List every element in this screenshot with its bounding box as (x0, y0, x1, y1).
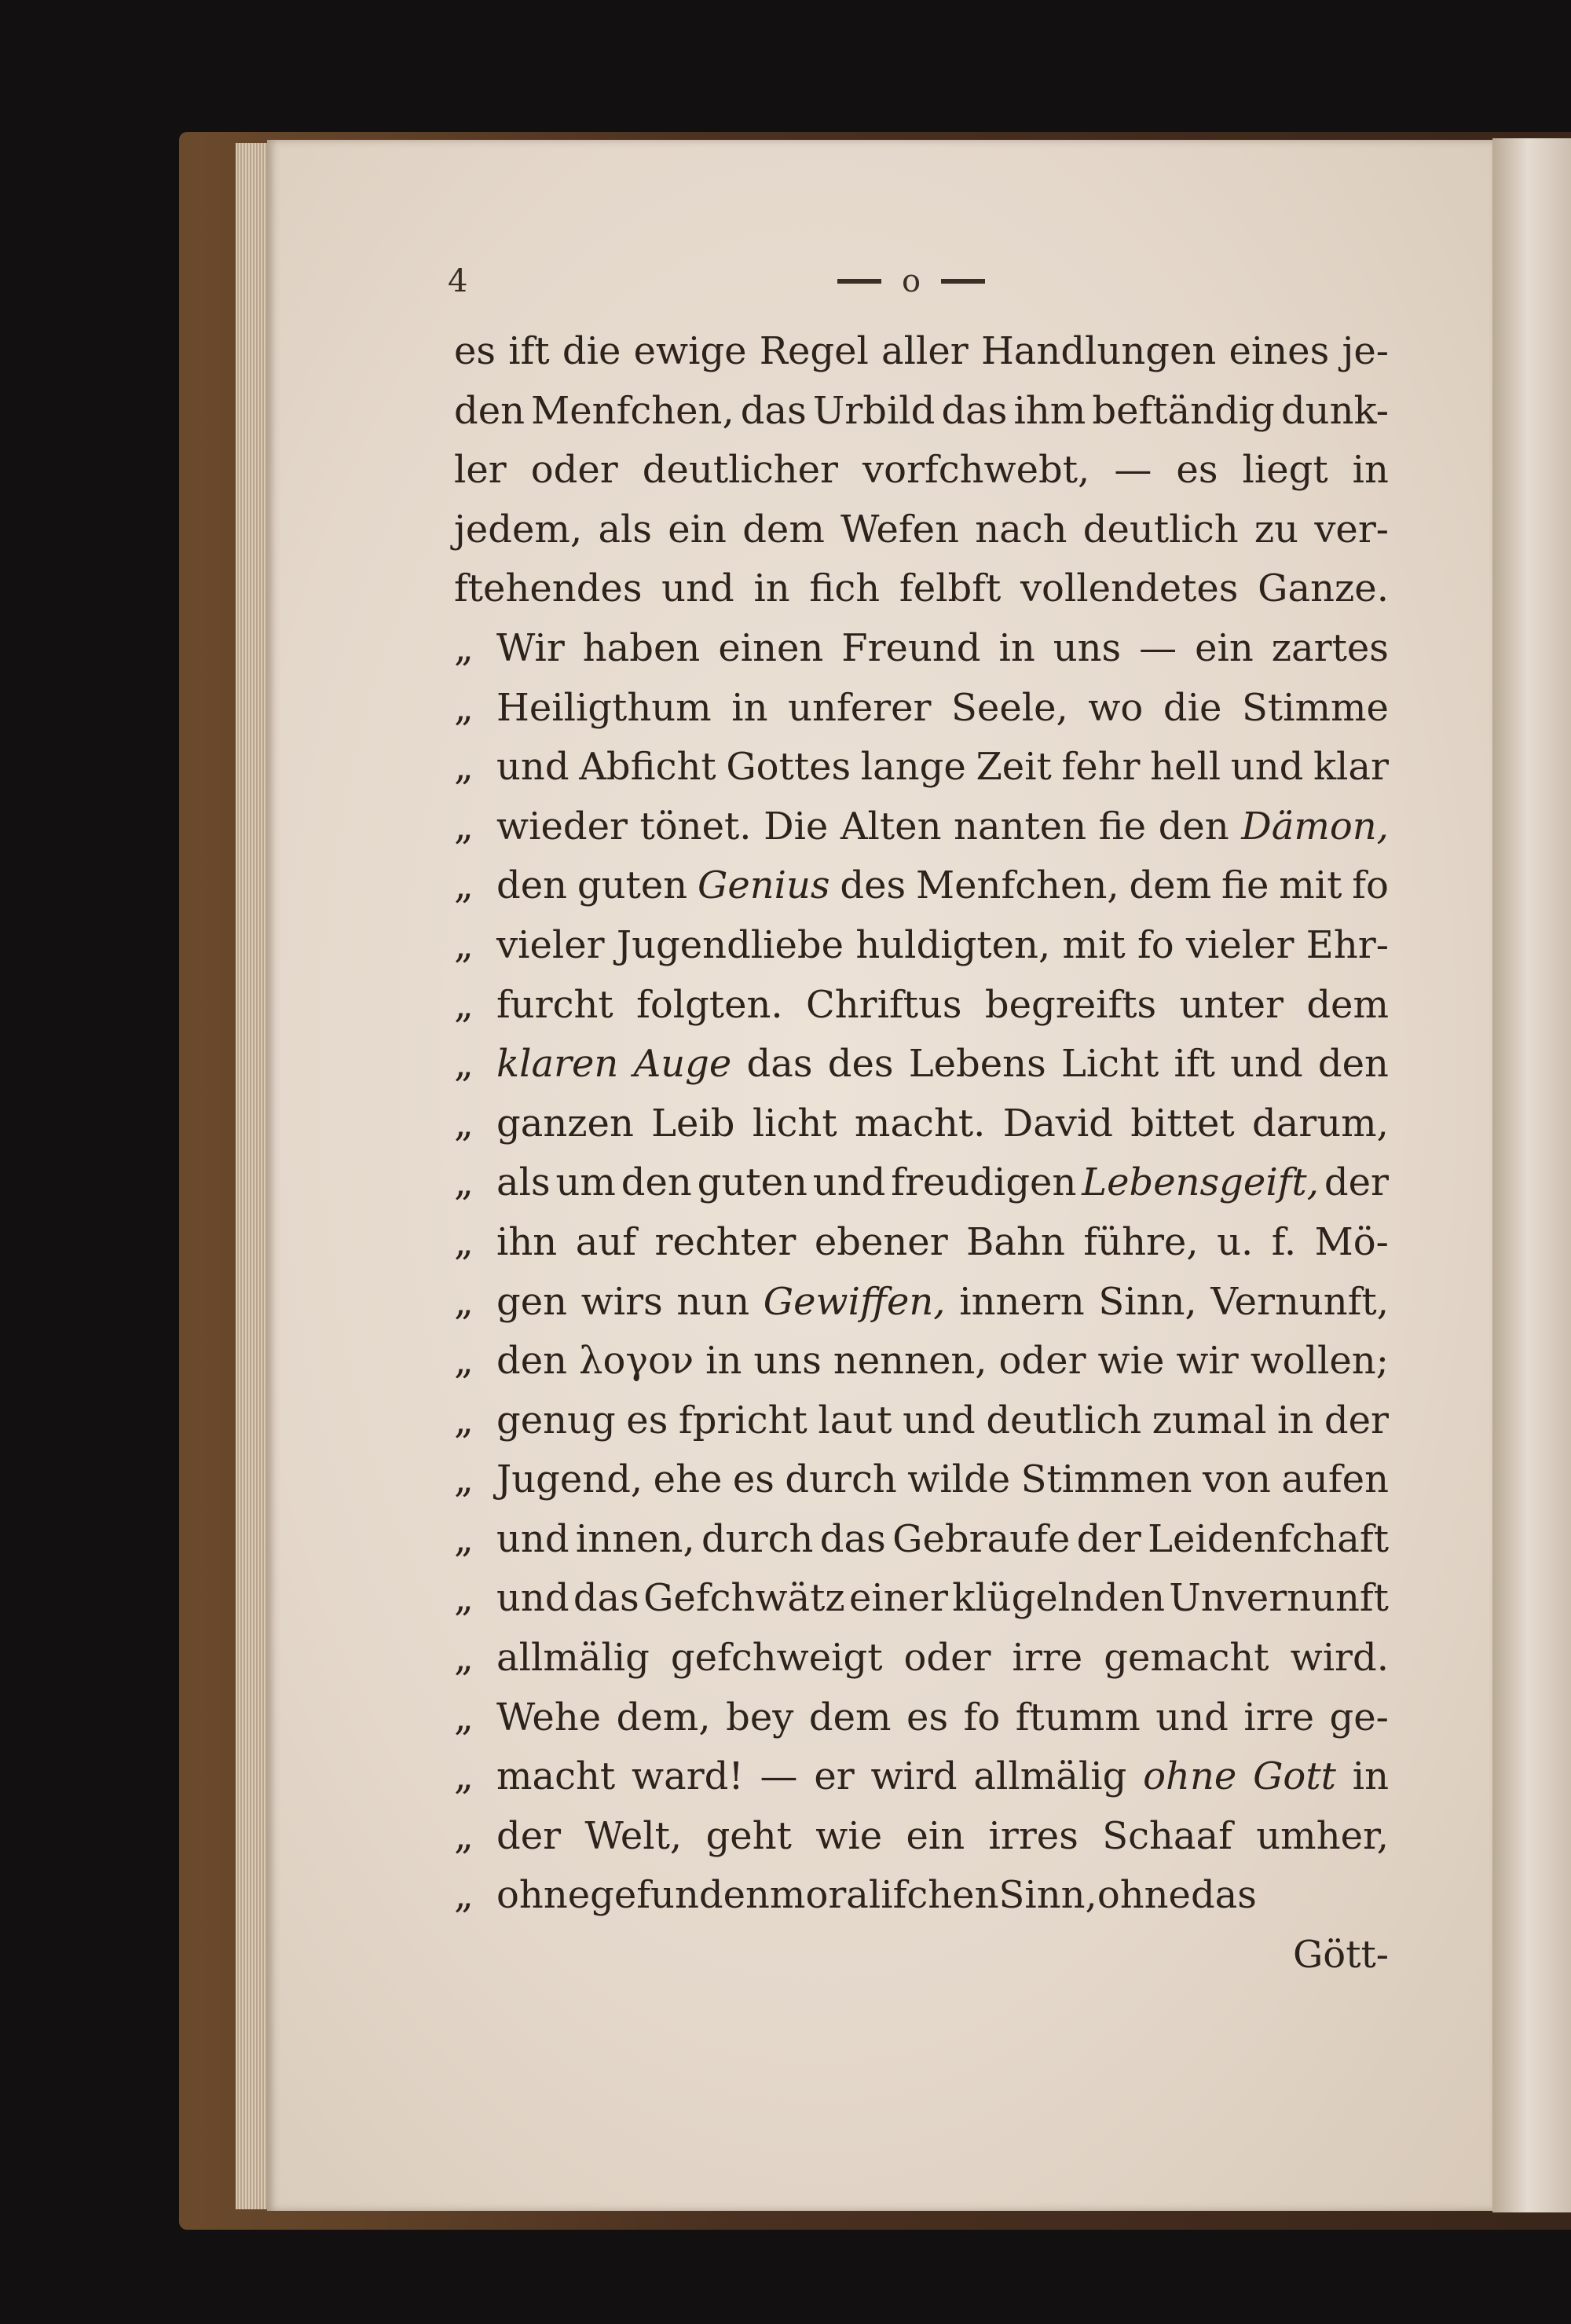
word: und (1230, 1042, 1303, 1087)
word: ihn (496, 1219, 558, 1264)
quoted-start (454, 1391, 616, 1451)
word: ebener (814, 1219, 948, 1264)
word: ohne (1097, 1873, 1191, 1918)
text-line (454, 382, 1389, 442)
word: und (1230, 745, 1304, 790)
word: ftehendes (454, 566, 643, 611)
word: wie (815, 1813, 883, 1858)
word: er (814, 1754, 855, 1799)
italic-word: Genius (697, 863, 830, 908)
word: haben (582, 625, 701, 670)
catchword-line (454, 1926, 1389, 1985)
quoted-start (454, 1510, 569, 1570)
text-line (454, 1332, 1389, 1391)
word: irre (1012, 1636, 1083, 1681)
word: der (1324, 1160, 1389, 1205)
quoted-start (454, 1273, 567, 1332)
word: felbft (899, 566, 1002, 611)
word: nanten (954, 804, 1087, 849)
word: Jugendliebe (616, 922, 844, 967)
word: Wehe (496, 1695, 602, 1739)
word: Heiligthum (496, 685, 712, 730)
page-number: 4 (448, 263, 468, 299)
word: ganzen (496, 1101, 634, 1146)
word: Ganze. (1258, 566, 1389, 611)
quoted-start (454, 1213, 557, 1273)
word: den (496, 1339, 568, 1384)
word: um (555, 1160, 616, 1205)
word: ward! (632, 1754, 744, 1799)
word: irres (988, 1813, 1078, 1858)
word: Schaaf (1102, 1813, 1232, 1858)
text-line (454, 856, 1389, 916)
word: Stimme (1242, 685, 1389, 730)
word: Leidenfchaft (1148, 1516, 1389, 1561)
word: der (496, 1813, 562, 1858)
word: Seele, (951, 685, 1068, 730)
word: einer (848, 1576, 948, 1621)
word: ehe (653, 1457, 723, 1502)
word: ein (1195, 625, 1254, 670)
quote-mark: „ (454, 1695, 474, 1739)
word: fie (1221, 863, 1269, 908)
quote-mark: „ (454, 1813, 474, 1858)
word: zumal (1152, 1398, 1267, 1442)
italic-word: Auge (633, 1042, 732, 1087)
word: vorfchwebt, (862, 448, 1090, 493)
quoted-start (454, 1688, 601, 1748)
word: vieler (496, 922, 605, 967)
text-line (454, 1510, 1389, 1570)
word: jedem, (454, 507, 583, 552)
word: wollen; (1250, 1339, 1389, 1384)
word: als (496, 1160, 551, 1205)
text-line (454, 500, 1389, 560)
word: wir (1176, 1339, 1239, 1384)
quoted-start (454, 916, 605, 976)
word: fo (1137, 922, 1174, 967)
word: laut (818, 1398, 892, 1442)
word: und (496, 745, 569, 790)
quote-mark: „ (454, 1339, 474, 1384)
word: fo (1352, 863, 1389, 908)
word: Gefchwätz (643, 1576, 845, 1621)
word: Gottes (726, 745, 851, 790)
word: genug (496, 1398, 616, 1442)
italic-word: Gewiffen, (763, 1279, 946, 1324)
text-line (454, 738, 1389, 797)
word: klar (1313, 745, 1389, 790)
word: und (496, 1576, 569, 1621)
quote-mark: „ (454, 685, 474, 730)
word: dem, (616, 1695, 711, 1739)
word: Welt, (584, 1813, 683, 1858)
word: bittet (1130, 1101, 1235, 1146)
text-line (454, 976, 1389, 1036)
word: zartes (1271, 625, 1389, 670)
quote-mark: „ (454, 1101, 474, 1146)
word: mit (1279, 863, 1342, 908)
quote-mark: „ (454, 1576, 474, 1621)
word: durch (701, 1516, 814, 1561)
word: nach (975, 507, 1067, 552)
word: des (840, 863, 906, 908)
italic-word: klaren (496, 1042, 619, 1087)
word: geht (705, 1813, 792, 1858)
quoted-start (454, 1450, 643, 1510)
quoted-start (454, 1035, 618, 1094)
quote-mark: „ (454, 1219, 474, 1264)
word: ein (668, 507, 727, 552)
quoted-start (454, 679, 712, 739)
quoted-start (454, 856, 567, 916)
text-line (454, 1035, 1389, 1094)
word: wird. (1290, 1636, 1389, 1681)
word: der (1324, 1398, 1389, 1442)
quote-mark: „ (454, 1636, 474, 1681)
word: lange (860, 745, 966, 790)
quote-mark: „ (454, 982, 474, 1027)
word: oder (998, 1339, 1086, 1384)
word: Ehr- (1306, 922, 1389, 967)
word: Alten (840, 804, 942, 849)
word: tönet. (639, 804, 752, 849)
word: ohne (496, 1873, 591, 1918)
word: deutlicher (642, 448, 838, 493)
word: in (731, 685, 768, 730)
word: es (1176, 448, 1218, 493)
word: fo (963, 1695, 1001, 1739)
quote-mark: „ (454, 1873, 474, 1918)
text-line (454, 1153, 1389, 1213)
word: je- (1342, 329, 1389, 373)
word: Handlungen (980, 329, 1217, 373)
facing-page-edge (1492, 138, 1571, 2212)
word: oder (903, 1636, 991, 1681)
word: gemacht (1104, 1636, 1269, 1681)
word: in (705, 1339, 742, 1384)
word: es (906, 1695, 949, 1739)
italic-word: Lebensgeift, (1082, 1160, 1319, 1205)
word: ewige (633, 329, 747, 373)
word: den (1317, 1042, 1389, 1087)
quoted-start (454, 1866, 590, 1926)
text-line (454, 322, 1389, 382)
word: begreifts (984, 982, 1157, 1027)
word: die (1163, 685, 1222, 730)
word: innern (959, 1279, 1085, 1324)
word: als (598, 507, 653, 552)
word: beftändig (1092, 388, 1275, 433)
word: und (496, 1516, 569, 1561)
word: ver- (1314, 507, 1389, 552)
quote-mark: „ (454, 863, 474, 908)
catchword: Gött- (1292, 1933, 1389, 1978)
word: und (661, 566, 734, 611)
word: des (827, 1042, 894, 1087)
quote-mark: „ (454, 804, 474, 849)
word: aufen (1281, 1457, 1389, 1502)
word: umher, (1256, 1813, 1389, 1858)
word: hell (1150, 745, 1221, 790)
text-line (454, 1213, 1389, 1273)
word: furcht (496, 982, 613, 1027)
word: das (746, 1042, 813, 1087)
quote-mark: „ (454, 1042, 474, 1087)
word: folgten. (636, 982, 783, 1027)
word: Wir (496, 625, 565, 670)
word: den (496, 863, 568, 908)
word: nennen, (833, 1339, 987, 1384)
text-line (454, 1866, 1389, 1926)
word: — (1139, 625, 1177, 670)
word: ift (1174, 1042, 1215, 1087)
word: vieler (1185, 922, 1295, 967)
word: in (1277, 1398, 1314, 1442)
word: ler (454, 448, 507, 493)
word: und (812, 1160, 886, 1205)
word: den (621, 1160, 692, 1205)
text-line (454, 1450, 1389, 1510)
text-line (454, 1688, 1389, 1748)
text-line (454, 1273, 1389, 1332)
word: wie (1097, 1339, 1165, 1384)
word: gen (496, 1279, 568, 1324)
quoted-start (454, 1747, 615, 1807)
text-line (454, 559, 1389, 619)
text-line (454, 1094, 1389, 1154)
word: wieder (496, 804, 628, 849)
word: aller (881, 329, 969, 373)
word: fpricht (678, 1398, 807, 1442)
text-line (454, 1569, 1389, 1629)
word: — (760, 1754, 798, 1799)
word: macht (496, 1754, 616, 1799)
word: die (562, 329, 621, 373)
body-text (454, 322, 1389, 1985)
quoted-start (454, 1094, 634, 1154)
word: zu (1254, 507, 1299, 552)
text-line (454, 679, 1389, 739)
word: Chriftus (806, 982, 962, 1027)
word: Licht (1060, 1042, 1159, 1087)
ornament-rule-left (837, 279, 881, 284)
word: von (1202, 1457, 1271, 1502)
word: Menfchen, (916, 863, 1119, 908)
word: unter (1179, 982, 1284, 1027)
word: f. (1271, 1219, 1297, 1264)
italic-word: ohne (1143, 1754, 1237, 1799)
word: Jugend, (496, 1457, 643, 1502)
quote-mark: „ (454, 1160, 474, 1205)
quoted-start (454, 738, 569, 797)
word: guten (577, 863, 688, 908)
word: Wefen (840, 507, 959, 552)
word: Bahn (966, 1219, 1065, 1264)
text-line (454, 441, 1389, 500)
text-line (454, 1629, 1389, 1688)
word: Unvernunft (1169, 1576, 1389, 1621)
word: das (1190, 1873, 1257, 1918)
word: uns (753, 1339, 822, 1384)
ornament-rule-right (941, 279, 985, 284)
word: licht (752, 1101, 837, 1146)
quote-mark: „ (454, 1279, 474, 1324)
quote-mark: „ (454, 922, 474, 967)
word: liegt (1242, 448, 1328, 493)
word: ge- (1329, 1695, 1389, 1739)
word: Freund (841, 625, 981, 670)
word: huldigten, (855, 922, 1051, 967)
word: Urbild (812, 388, 936, 433)
word: Lebens (908, 1042, 1046, 1087)
word: allmälig (973, 1754, 1127, 1799)
word: den (1158, 804, 1229, 849)
word: Menfchen, (531, 388, 734, 433)
word: fich (809, 566, 881, 611)
word: innen, (575, 1516, 695, 1561)
word: klügelnden (952, 1576, 1166, 1621)
word: Die (764, 804, 829, 849)
word: Regel (759, 329, 869, 373)
word: eines (1229, 329, 1330, 373)
quoted-start (454, 1332, 567, 1391)
word: es (732, 1457, 775, 1502)
word: freudigen (891, 1160, 1077, 1205)
word: und (1155, 1695, 1229, 1739)
word: gefchweigt (670, 1636, 883, 1681)
word: ihm (1013, 388, 1086, 433)
word: ift (508, 329, 550, 373)
text-line (454, 1747, 1389, 1807)
quote-mark: „ (454, 1398, 474, 1442)
word: in (1352, 1754, 1389, 1799)
word: deutlich (1082, 507, 1239, 552)
word: führe, (1083, 1219, 1199, 1264)
word: in (1352, 448, 1389, 493)
word: dem (1306, 982, 1389, 1027)
word: uns (1053, 625, 1122, 670)
word: unferer (788, 685, 932, 730)
word: Leib (651, 1101, 735, 1146)
word: u. (1217, 1219, 1254, 1264)
italic-word: Dämon, (1241, 804, 1389, 849)
word: David (1002, 1101, 1113, 1146)
word: moralifchen (769, 1873, 999, 1918)
word: das (941, 388, 1008, 433)
word: es (454, 329, 496, 373)
word: mit (1062, 922, 1126, 967)
word: oder (530, 448, 618, 493)
word: das (740, 388, 807, 433)
word: das (819, 1516, 886, 1561)
word: nun (676, 1279, 750, 1324)
quote-mark: „ (454, 1457, 474, 1502)
word: wilde (907, 1457, 1011, 1502)
quoted-start (454, 1807, 561, 1867)
word: deutlich (986, 1398, 1142, 1442)
word: den (454, 388, 525, 433)
word: λογον (579, 1339, 694, 1384)
word: dem (808, 1695, 892, 1739)
word: fie (1098, 804, 1147, 849)
word: das (573, 1576, 639, 1621)
quoted-start (454, 976, 613, 1036)
word: Gebraufe (892, 1516, 1071, 1561)
word: durch (785, 1457, 897, 1502)
word: Vernunft, (1210, 1279, 1389, 1324)
word: Mö- (1314, 1219, 1389, 1264)
header-ornament (793, 258, 1029, 305)
ornament-mark: o (901, 263, 921, 299)
word: dem (1129, 863, 1212, 908)
word: einen (718, 625, 824, 670)
word: dem (742, 507, 825, 552)
word: in (998, 625, 1035, 670)
quote-mark: „ (454, 1754, 474, 1799)
word: Stimmen (1020, 1457, 1192, 1502)
word: und (903, 1398, 976, 1442)
quoted-start (454, 1569, 569, 1629)
word: Sinn, (998, 1873, 1097, 1918)
word: macht. (854, 1101, 986, 1146)
word: fehr (1061, 745, 1141, 790)
quoted-start (454, 1153, 551, 1213)
word: gefunden (590, 1873, 770, 1918)
text-line (454, 1391, 1389, 1451)
word: guten (697, 1160, 807, 1205)
quoted-start (454, 1629, 650, 1688)
text-line (454, 1807, 1389, 1867)
word: vollendetes (1020, 566, 1239, 611)
quoted-start (454, 797, 628, 857)
word: irre (1243, 1695, 1315, 1739)
quote-mark: „ (454, 1516, 474, 1561)
word: rechter (654, 1219, 796, 1264)
word: auf (575, 1219, 636, 1264)
quote-mark: „ (454, 745, 474, 790)
word: in (753, 566, 790, 611)
word: dunk- (1280, 388, 1389, 433)
word: wo (1088, 685, 1144, 730)
word: allmälig (496, 1636, 650, 1681)
word: es (626, 1398, 668, 1442)
word: darum, (1251, 1101, 1389, 1146)
word: der (1076, 1516, 1141, 1561)
word: — (1114, 448, 1152, 493)
word: wirs (580, 1279, 663, 1324)
text-line (454, 619, 1389, 679)
text-line (454, 797, 1389, 857)
word: bey (726, 1695, 794, 1739)
text-line (454, 916, 1389, 976)
quoted-start (454, 619, 565, 679)
word: Zeit (976, 745, 1052, 790)
word: ein (906, 1813, 965, 1858)
word: Sinn, (1098, 1279, 1197, 1324)
running-head (448, 258, 1390, 305)
word: Abficht (579, 745, 716, 790)
word: ftumm (1015, 1695, 1141, 1739)
quote-mark: „ (454, 625, 474, 670)
italic-word: Gott (1253, 1754, 1336, 1799)
word: wird (870, 1754, 958, 1799)
